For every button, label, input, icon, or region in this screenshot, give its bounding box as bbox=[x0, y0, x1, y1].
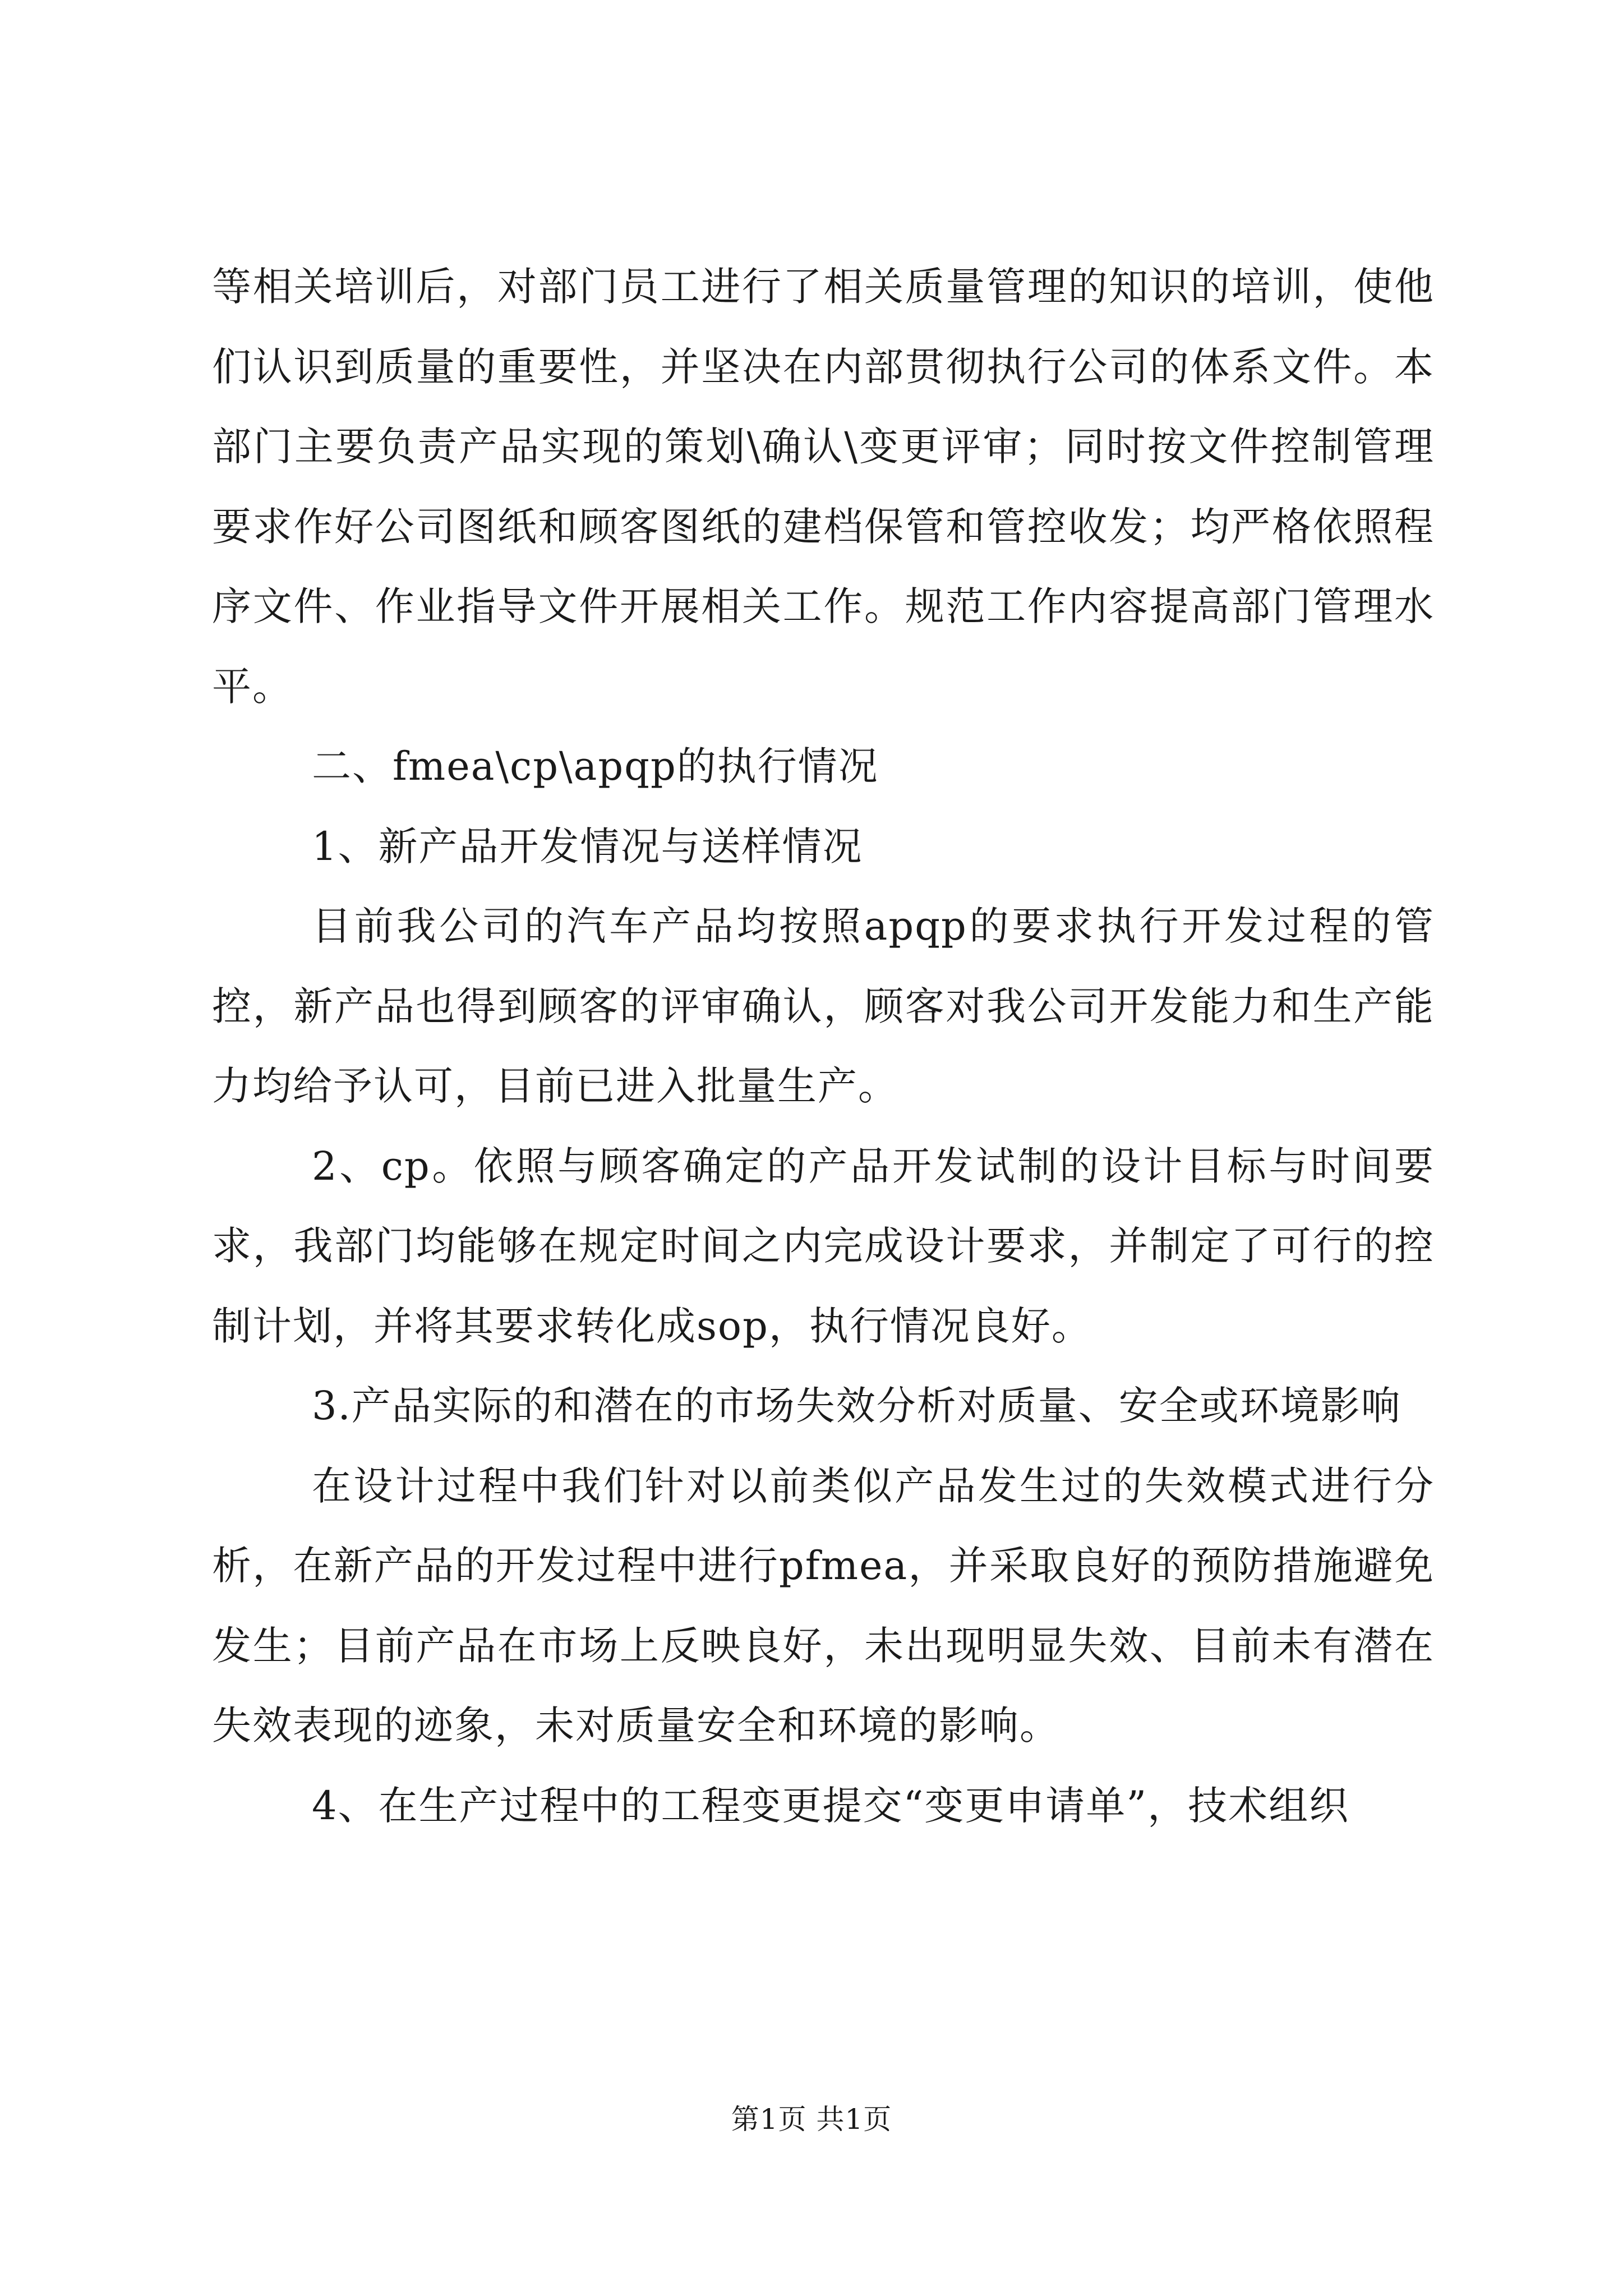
subheading-failure-analysis: 3.产品实际的和潜在的市场失效分析对质量、安全或环境影响 bbox=[312, 1383, 1401, 1429]
page-footer: 第1页 共1页 bbox=[731, 2103, 892, 2136]
paragraph-training: 等相关培训后，对部门员工进行了相关质量管理的知识的培训，使他们认识到质量的重要性，并坚决在内部贯彻执行公司的体系文件。本部门主要负责产品实现的策划\确认\变更评审；同时按文件控制管理要求作好公司图纸和顾客图纸的建档保管和管控收发；均严格依照程序文件、作业指导文件开展相关工作。规范工作内容提高部门管理水平。 bbox=[212, 264, 1435, 710]
paragraph-engineering-change: 4、在生产过程中的工程变更提交“变更申请单”，技术组织 bbox=[312, 1782, 1350, 1829]
paragraph-apqp-control: 目前我公司的汽车产品均按照apqp的要求执行开发过程的管控，新产品也得到顾客的评审确认，顾客对我公司开发能力和生产能力均给予认可，目前已进入批量生产。 bbox=[212, 903, 1435, 1109]
document-body bbox=[212, 247, 1435, 1846]
section-heading-fmea-cp-apqp: 二、fmea\cp\apqp的执行情况 bbox=[312, 743, 879, 789]
paragraph-pfmea: 在设计过程中我们针对以前类似产品发生过的失效模式进行分析，在新产品的开发过程中进行pfmea，并采取良好的预防措施避免发生；目前产品在市场上反映良好，未出现明显失效、目前未有潜在失效表现的迹象，未对质量安全和环境的影响。 bbox=[212, 1462, 1435, 1749]
subheading-new-product-development: 1、新产品开发情况与送样情况 bbox=[312, 823, 863, 869]
paragraph-control-plan: 2、cp。依照与顾客确定的产品开发试制的设计目标与时间要求，我部门均能够在规定时间之内完成设计要求，并制定了可行的控制计划，并将其要求转化成sop，执行情况良好。 bbox=[212, 1143, 1435, 1349]
